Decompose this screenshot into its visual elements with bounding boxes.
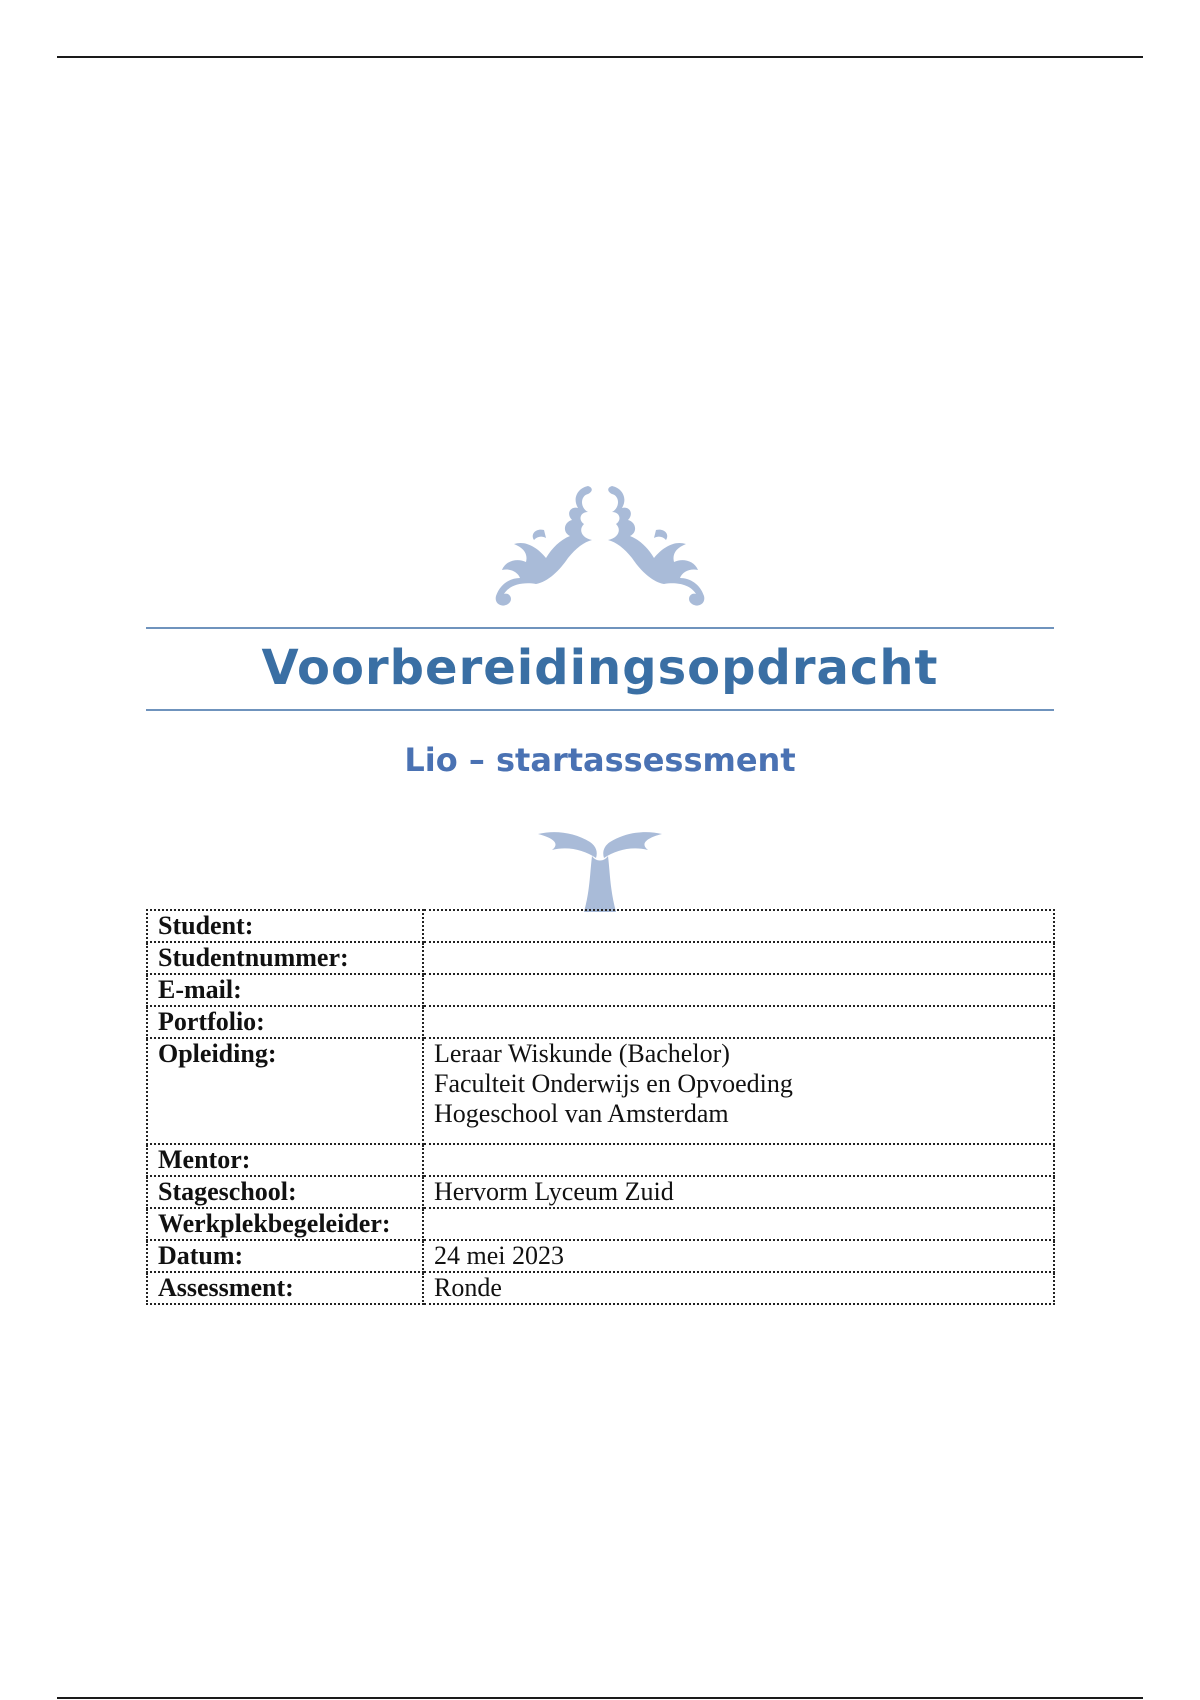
field-value <box>423 1006 1054 1038</box>
field-label: Opleiding: <box>147 1038 423 1144</box>
table-row <box>147 974 1054 1006</box>
page-footer-rule <box>57 1697 1143 1699</box>
field-value <box>423 1176 1054 1208</box>
table-row <box>147 910 1054 942</box>
table-row <box>147 1006 1054 1038</box>
field-value-line: 24 mei 2023 <box>434 1241 564 1270</box>
table-row <box>147 942 1054 974</box>
field-value-line: Faculteit Onderwijs en Opvoeding <box>434 1069 793 1098</box>
student-info-table <box>146 909 1055 1305</box>
table-row <box>147 1038 1054 1144</box>
title-rule-lower <box>146 709 1054 711</box>
field-label: Werkplekbegeleider: <box>147 1208 423 1240</box>
field-value <box>423 1272 1054 1304</box>
document-title: Voorbereidingsopdracht <box>261 640 939 696</box>
page-header-rule <box>57 56 1143 58</box>
field-value <box>423 1240 1054 1272</box>
table-row <box>147 1272 1054 1304</box>
field-value <box>423 942 1054 974</box>
field-value <box>423 974 1054 1006</box>
field-label: Mentor: <box>147 1144 423 1176</box>
table-row <box>147 1176 1054 1208</box>
field-label: Studentnummer: <box>147 942 423 974</box>
field-value-line: Hogeschool van Amsterdam <box>434 1099 729 1128</box>
field-label: Stageschool: <box>147 1176 423 1208</box>
table-row <box>147 1208 1054 1240</box>
field-value <box>423 1144 1054 1176</box>
field-value <box>423 910 1054 942</box>
field-value <box>423 1208 1054 1240</box>
title-rule-upper <box>146 627 1054 629</box>
field-value-line: Ronde <box>434 1273 502 1302</box>
floral-scroll-ornament-icon <box>480 478 720 608</box>
field-value <box>423 1038 1054 1144</box>
table-row <box>147 1240 1054 1272</box>
field-label: E-mail: <box>147 974 423 1006</box>
document-subtitle: Lio – startassessment <box>404 741 796 779</box>
field-label: Portfolio: <box>147 1006 423 1038</box>
field-label: Student: <box>147 910 423 942</box>
table-row <box>147 1144 1054 1176</box>
field-value-line: Hervorm Lyceum Zuid <box>434 1177 674 1206</box>
leaf-sprout-ornament-icon <box>534 828 666 912</box>
field-value-line: Leraar Wiskunde (Bachelor) <box>434 1039 730 1068</box>
field-label: Assessment: <box>147 1272 423 1304</box>
field-label: Datum: <box>147 1240 423 1272</box>
